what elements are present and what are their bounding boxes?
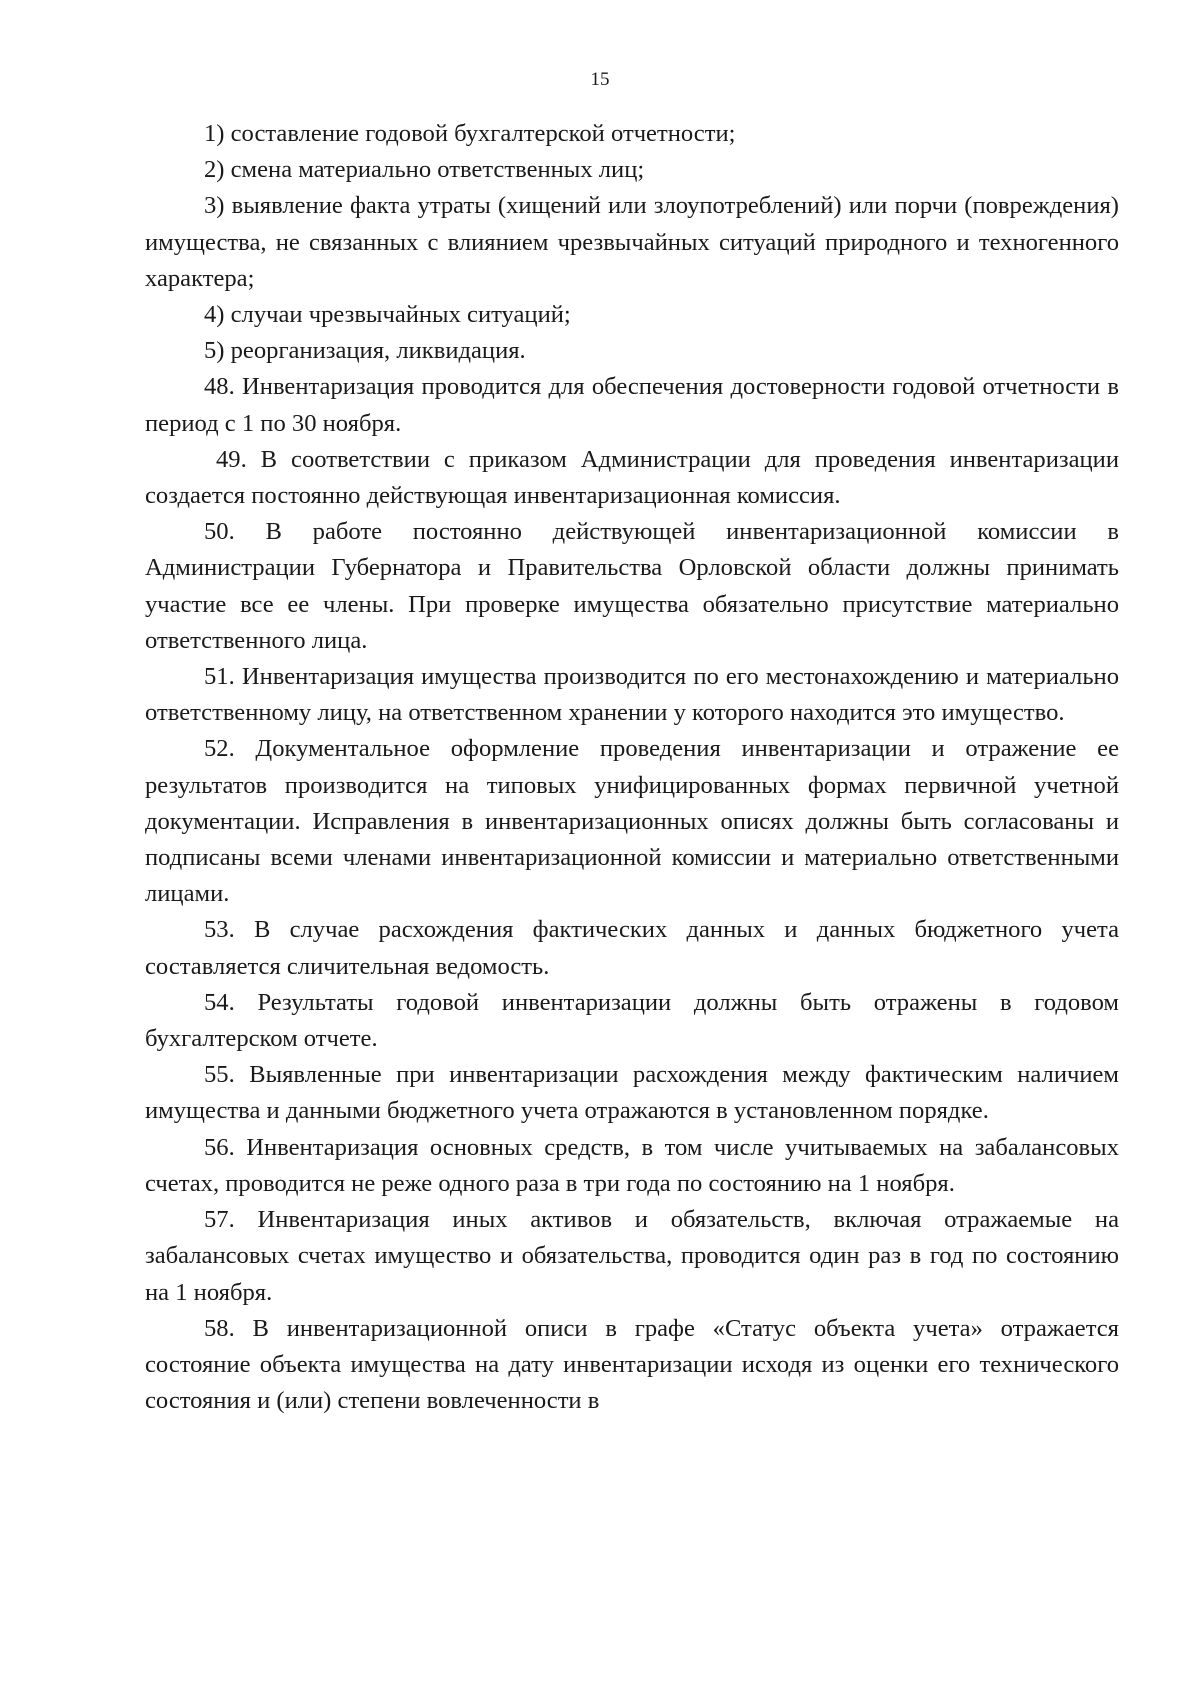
document-body	[145, 116, 1119, 1419]
clause-55: 55. Выявленные при инвентаризации расхождения между фактическим наличием имущества и данными бюджетного учета отражаются в установленном порядке.	[145, 1061, 1119, 1125]
list-item-1: 1) составление годовой бухгалтерской отчетности;	[204, 120, 736, 147]
clause-48: 48. Инвентаризация проводится для обеспечения достоверности годовой отчетности в период с 1 по 30 ноября.	[145, 373, 1119, 437]
clause-50: 50. В работе постоянно действующей инвентаризационной комиссии в Администрации Губернатора и Правительства Орловской области должны принимать участие все ее члены. При проверке имущества обязательно присутствие материально ответственного лица.	[145, 518, 1119, 654]
clause-52: 52. Документальное оформление проведения инвентаризации и отражение ее результатов производится на типовых унифицированных формах первичной учетной документации. Исправления в инвентаризационных описях должны быть согласованы и подписаны всеми членами инвентаризационной комиссии и материально ответственными лицами.	[145, 735, 1119, 908]
clause-56: 56. Инвентаризация основных средств, в том числе учитываемых на забалансовых счетах, проводится не реже одного раза в три года по состоянию на 1 ноября.	[145, 1133, 1119, 1197]
list-item-4: 4) случаи чрезвычайных ситуаций;	[204, 301, 571, 329]
list-item-3: 3) выявление факта утраты (хищений или злоупотреблений) или порчи (повреждения) имущества, не связанных с влиянием чрезвычайных ситуаций природного и техногенного характера;	[145, 192, 1119, 292]
clause-53: 53. В случае расхождения фактических данных и данных бюджетного учета составляется сличительная ведомость.	[145, 916, 1119, 980]
page-number: 15	[590, 69, 610, 90]
list-item-5: 5) реорганизация, ликвидация.	[204, 337, 526, 365]
clause-57: 57. Инвентаризация иных активов и обязательств, включая отражаемые на забалансовых счетах имущество и обязательства, проводится один раз в год по состоянию на 1 ноября.	[145, 1206, 1119, 1306]
clause-51: 51. Инвентаризация имущества производится по его местонахождению и материально ответственному лицу, на ответственном хранении у которого находится это имущество.	[145, 663, 1119, 727]
clause-54: 54. Результаты годовой инвентаризации должны быть отражены в годовом бухгалтерском отчете.	[145, 988, 1119, 1053]
clause-58: 58. В инвентаризационной описи в графе «Статус объекта учета» отражается состояние объекта имущества на дату инвентаризации исходя из оценки его технического состояния и (или) степени вовлеченности в	[145, 1314, 1119, 1415]
clause-49: 49. В соответствии с приказом Администрации для проведения инвентаризации создается постоянно действующая инвентаризационная комиссия.	[145, 445, 1119, 510]
list-item-2: 2) смена материально ответственных лиц;	[204, 156, 645, 184]
